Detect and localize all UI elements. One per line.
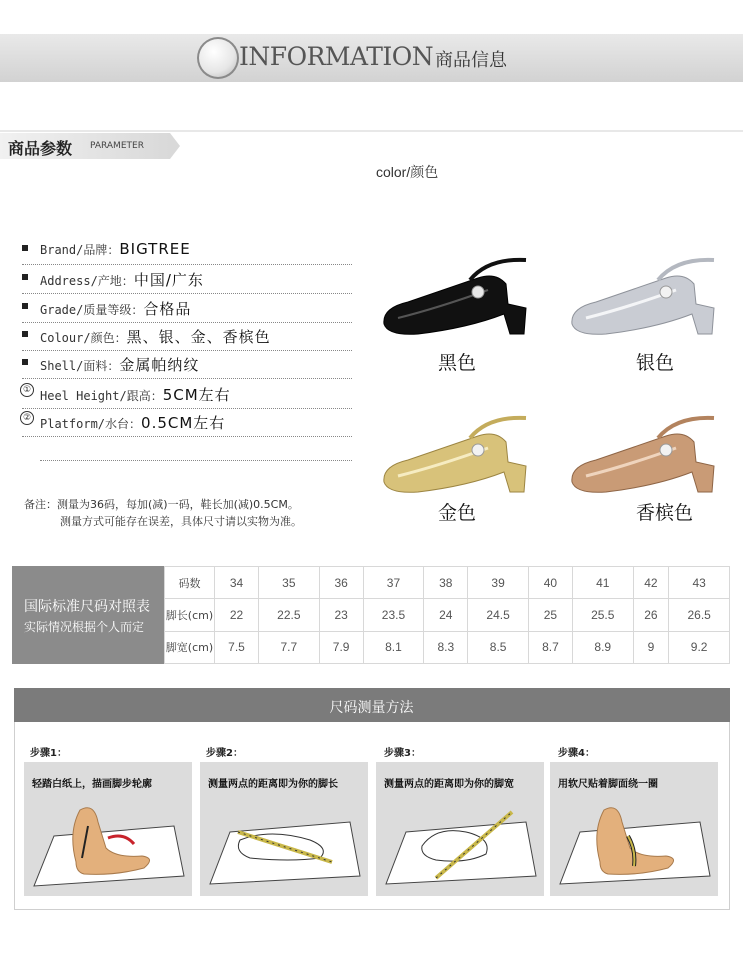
step-3-desc: 测量两点的距离即为你的脚宽	[384, 779, 514, 790]
shoe-champagne-image	[566, 396, 730, 500]
table-cell: 41	[572, 567, 633, 599]
table-cell: 8.7	[528, 631, 572, 663]
step-3-panel	[376, 762, 544, 896]
param-divider	[0, 130, 743, 132]
spec-address	[22, 267, 352, 294]
param-title-en: PARAMETER	[90, 141, 144, 151]
table-cell: 23.5	[363, 599, 424, 631]
spec-shell	[22, 352, 352, 379]
note-text	[24, 496, 302, 530]
spec-label: Brand/品牌：	[40, 243, 120, 257]
step-3-label: 步骤3：	[384, 748, 421, 759]
spec-colour	[22, 324, 352, 351]
banner-title: INFORMATION	[239, 42, 434, 71]
table-cell: 25	[528, 599, 572, 631]
note-line-1: 备注：测量为36码，每加(减)一码，鞋长加(减)0.5CM。	[24, 498, 299, 511]
table-cell: 40	[528, 567, 572, 599]
shoe-silver-image	[566, 238, 730, 342]
spec-value: BIGTREE	[119, 240, 191, 258]
table-cell: 36	[319, 567, 363, 599]
spec-label: Address/产地：	[40, 274, 134, 288]
step-4-panel	[550, 762, 718, 896]
param-title: 商品参数	[8, 139, 73, 158]
spec-heel-height	[22, 382, 352, 409]
bullet-icon	[22, 303, 28, 309]
size-table-subtitle: 实际情况根据个人而定	[24, 620, 145, 634]
table-cell: 7.9	[319, 631, 363, 663]
table-cell: 26.5	[669, 599, 730, 631]
table-cell: 25.5	[572, 599, 633, 631]
banner-subtitle: 商品信息	[435, 50, 507, 71]
table-row	[165, 631, 730, 663]
table-cell: 8.3	[424, 631, 468, 663]
table-cell: 34	[215, 567, 259, 599]
shoe-gold-label: 金色	[438, 502, 477, 524]
step-1-desc: 轻踏白纸上，描画脚步轮廓	[32, 779, 152, 790]
spec-value: 5CM左右	[162, 386, 231, 404]
step-4-desc: 用软尺贴着脚面绕一圈	[558, 779, 658, 790]
table-cell: 39	[468, 567, 529, 599]
shoe-silver-label: 银色	[636, 352, 675, 374]
spec-value: 黑、银、金、香槟色	[126, 328, 271, 346]
step-2-panel	[200, 762, 368, 896]
size-table	[164, 566, 730, 664]
foot-trace-icon	[24, 792, 192, 896]
foot-length-icon	[200, 792, 368, 896]
foot-width-icon	[376, 792, 544, 896]
row-header: 码数	[165, 567, 215, 599]
size-table-title: 国际标准尺码对照表	[24, 599, 150, 615]
bullet-icon	[22, 331, 28, 337]
shoe-gold-image	[378, 396, 540, 500]
banner-circle-icon	[197, 37, 239, 79]
spec-label: Heel Height/跟高：	[40, 389, 163, 403]
table-cell: 8.9	[572, 631, 633, 663]
color-label: color/颜色	[376, 164, 439, 180]
measure-title: 尺码测量方法	[329, 700, 414, 716]
table-cell: 22.5	[259, 599, 320, 631]
step-1-label: 步骤1：	[30, 748, 67, 759]
shoe-black-image	[378, 238, 540, 342]
step-4-label: 步骤4：	[558, 748, 595, 759]
bullet-icon	[22, 359, 28, 365]
spec-label: Platform/水台：	[40, 417, 142, 431]
table-cell: 42	[633, 567, 669, 599]
table-cell: 8.1	[363, 631, 424, 663]
step-2-desc: 测量两点的距离即为你的脚长	[208, 779, 338, 790]
bullet-icon	[22, 245, 28, 251]
marker-two: ②	[20, 411, 34, 425]
table-cell: 9.2	[669, 631, 730, 663]
table-cell: 35	[259, 567, 320, 599]
table-cell: 23	[319, 599, 363, 631]
note-line-2: 测量方式可能存在误差，具体尺寸请以实物为准。	[60, 515, 302, 528]
step-2-label: 步骤2：	[206, 748, 243, 759]
row-header: 脚宽(cm)	[165, 631, 215, 663]
bullet-icon	[22, 274, 28, 280]
table-cell: 43	[669, 567, 730, 599]
table-cell: 9	[633, 631, 669, 663]
marker-one: ①	[20, 383, 34, 397]
table-cell: 38	[424, 567, 468, 599]
table-cell: 24.5	[468, 599, 529, 631]
spec-label: Colour/颜色：	[40, 331, 127, 345]
spec-value: 合格品	[143, 300, 192, 318]
spec-grade	[22, 296, 352, 323]
table-cell: 7.7	[259, 631, 320, 663]
table-cell: 22	[215, 599, 259, 631]
spec-platform	[22, 410, 352, 437]
table-row	[165, 599, 730, 631]
spec-brand	[22, 238, 352, 265]
shoe-champagne-label: 香槟色	[636, 502, 694, 524]
table-cell: 37	[363, 567, 424, 599]
step-1-panel	[24, 762, 192, 896]
spec-label: Shell/面料：	[40, 359, 120, 373]
row-header: 脚长(cm)	[165, 599, 215, 631]
spec-label: Grade/质量等级：	[40, 303, 144, 317]
spec-value: 中国/广东	[133, 271, 204, 289]
spec-value: 0.5CM左右	[141, 414, 226, 432]
foot-girth-icon	[550, 792, 718, 896]
table-cell: 26	[633, 599, 669, 631]
table-cell: 7.5	[215, 631, 259, 663]
size-table-header	[12, 566, 164, 664]
table-cell: 8.5	[468, 631, 529, 663]
table-row	[165, 567, 730, 599]
shoe-black-label: 黑色	[438, 352, 477, 374]
table-cell: 24	[424, 599, 468, 631]
spec-value: 金属帕纳纹	[119, 356, 200, 374]
spec-divider	[40, 460, 352, 461]
